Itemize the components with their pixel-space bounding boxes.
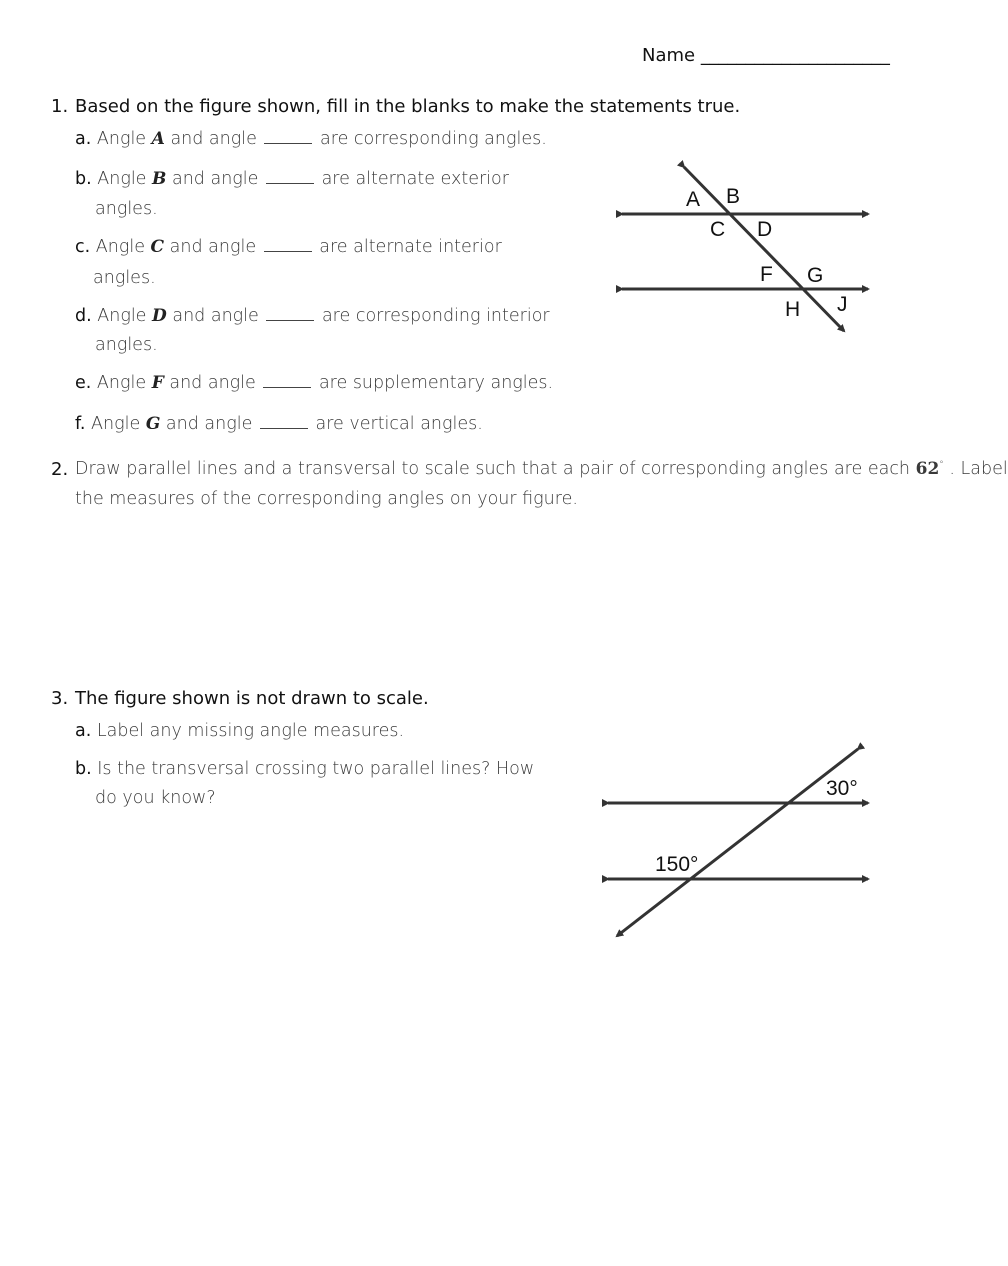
item-letter: a. [75, 721, 92, 741]
label-a: A [686, 188, 701, 211]
answer-blank[interactable] [263, 373, 311, 388]
label-d: D [757, 218, 773, 241]
angle-var: G [145, 414, 161, 434]
item-letter: a. [75, 129, 92, 149]
label-b: B [726, 185, 741, 208]
answer-blank[interactable] [266, 169, 314, 184]
q1-item-d: d. Angle D and angle are corresponding interior [75, 306, 550, 326]
q1-number: 1. [51, 96, 69, 117]
item-letter: b. [75, 169, 92, 189]
q1-item-c: c. Angle C and angle are alternate interior [75, 237, 502, 257]
answer-blank[interactable] [264, 129, 312, 144]
angle-var: D [152, 306, 167, 326]
q1-item-b-cont: angles. [95, 199, 158, 219]
angle-label-30: 30° [826, 777, 858, 800]
answer-blank[interactable] [266, 306, 314, 321]
name-blank[interactable]: _____________________ [700, 45, 890, 66]
q2-line1: Draw parallel lines and a transversal to scale such that a pair of corresponding angles are each 62° . Label [75, 459, 1008, 479]
q1-item-e: e. Angle F and angle are supplementary angles. [75, 373, 554, 393]
q2-number: 2. [51, 459, 69, 480]
q3-item-a: a. Label any missing angle measures. [75, 721, 405, 741]
angle-var: B [152, 169, 167, 189]
item-letter: c. [75, 237, 91, 257]
name-field [642, 45, 890, 66]
angle-label-150: 150° [655, 853, 699, 876]
item-letter: d. [75, 306, 92, 326]
label-j: J [837, 293, 848, 316]
angle-value: 62 [915, 459, 940, 479]
label-c: C [710, 218, 726, 241]
q2-line2: the measures of the corresponding angles on your figure. [75, 489, 578, 509]
angle-var: F [151, 373, 164, 393]
label-g: G [807, 264, 824, 287]
name-label: Name [642, 45, 696, 66]
angle-var: C [150, 237, 165, 257]
q1-item-f: f. Angle G and angle are vertical angles. [75, 414, 483, 434]
answer-blank[interactable] [260, 414, 308, 429]
item-letter: e. [75, 373, 92, 393]
q3-item-b: b. Is the transversal crossing two parallel lines? How [75, 759, 535, 779]
q1-item-d-cont: angles. [95, 335, 158, 355]
q1-item-a: a. Angle A and angle are corresponding angles. [75, 129, 547, 149]
q1-item-b: b. Angle B and angle are alternate exterior [75, 169, 509, 189]
q1-item-c-cont: angles. [93, 268, 156, 288]
q3-transversal-figure [595, 735, 885, 950]
degree-symbol: ° [939, 460, 944, 471]
q1-transversal-figure [600, 155, 890, 345]
q3-item-b-cont: do you know? [95, 788, 216, 808]
item-letter: b. [75, 759, 92, 779]
answer-blank[interactable] [264, 237, 312, 252]
transversal-line [684, 167, 844, 331]
angle-var: A [151, 129, 165, 149]
transversal-line [617, 749, 858, 936]
q3-prompt: The figure shown is not drawn to scale. [75, 688, 429, 709]
q1-prompt: Based on the figure shown, fill in the blanks to make the statements true. [75, 96, 741, 117]
label-f: F [760, 263, 773, 286]
item-letter: f. [75, 414, 86, 434]
q3-number: 3. [51, 688, 69, 709]
label-h: H [785, 298, 801, 321]
